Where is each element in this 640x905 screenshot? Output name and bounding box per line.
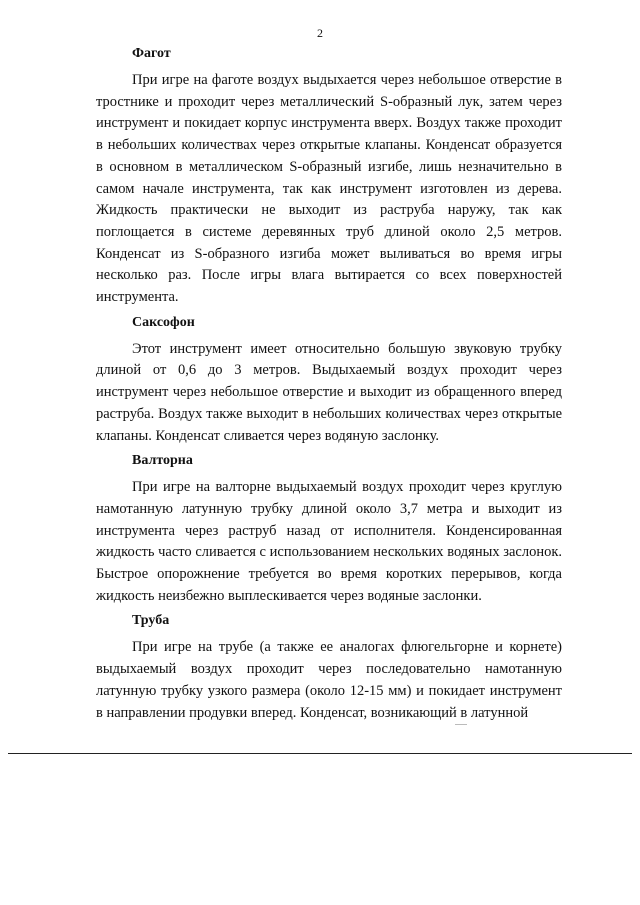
section-title: Труба xyxy=(132,613,170,629)
section-bassoon xyxy=(96,44,562,309)
section-paragraph: При игре на трубе (а также ее аналогах флюгельгорне и корнете) выдыхаемый воздух проходит через последовательно намотанную латунную трубку узкого размера (около 12-15 мм) и покидает инструмент в направлении продувки вперед. Конденсат, возникающий в латунной xyxy=(96,639,562,721)
section-title: Валторна xyxy=(132,453,193,469)
section-title: Саксофон xyxy=(132,314,195,330)
section-saxophone xyxy=(96,313,562,448)
document-body xyxy=(96,44,562,728)
scan-mark xyxy=(455,724,467,725)
section-paragraph: Этот инструмент имеет относительно большую звуковую трубку длиной от 0,6 до 3 метров. Выдыхаемый воздух проходит через инструмент через небольшое отверстие и выходит из обращенного вперед раструба. Воздух также выходит в небольших количествах через открытые клапаны. Конденсат сливается через водяную заслонку. xyxy=(96,340,562,444)
section-trumpet xyxy=(96,611,562,724)
section-paragraph: При игре на фаготе воздух выдыхается через небольшое отверстие в тростнике и проходит через металлический S-образный лук, затем через инструмент и покидает корпус инструмента вверх. Воздух также проходит в небольших количествах через открытые клапаны. Конденсат образуется в основном в металлическом S-образный изгибе, лишь незначительно в самом начале инструмента, так как инструмент изготовлен из дерева. Жидкость практически не выходит из раструба наружу, так как поглощается в системе деревянных труб длиной около 2,5 метров. Конденсат из S-образного изгиба может выливаться во время игры несколько раз. После игры влага вытирается со всех поверхностей инструмента. xyxy=(96,72,562,306)
section-paragraph: При игре на валторне выдыхаемый воздух проходит через круглую намотанную латунную трубку длиной около 3,7 метра и выходит из инструмента через раструб назад от исполнителя. Конденсированная жидкость часто сливается с использованием нескольких водяных заслонок. Быстрое опорожнение требуется во время коротких перерывов, когда жидкость неизбежно выплескивается через водяные заслонки. xyxy=(96,479,562,604)
footer-rule xyxy=(8,753,632,754)
section-title: Фагот xyxy=(132,46,171,61)
section-french-horn xyxy=(96,451,562,607)
page-number: 2 xyxy=(317,26,323,40)
